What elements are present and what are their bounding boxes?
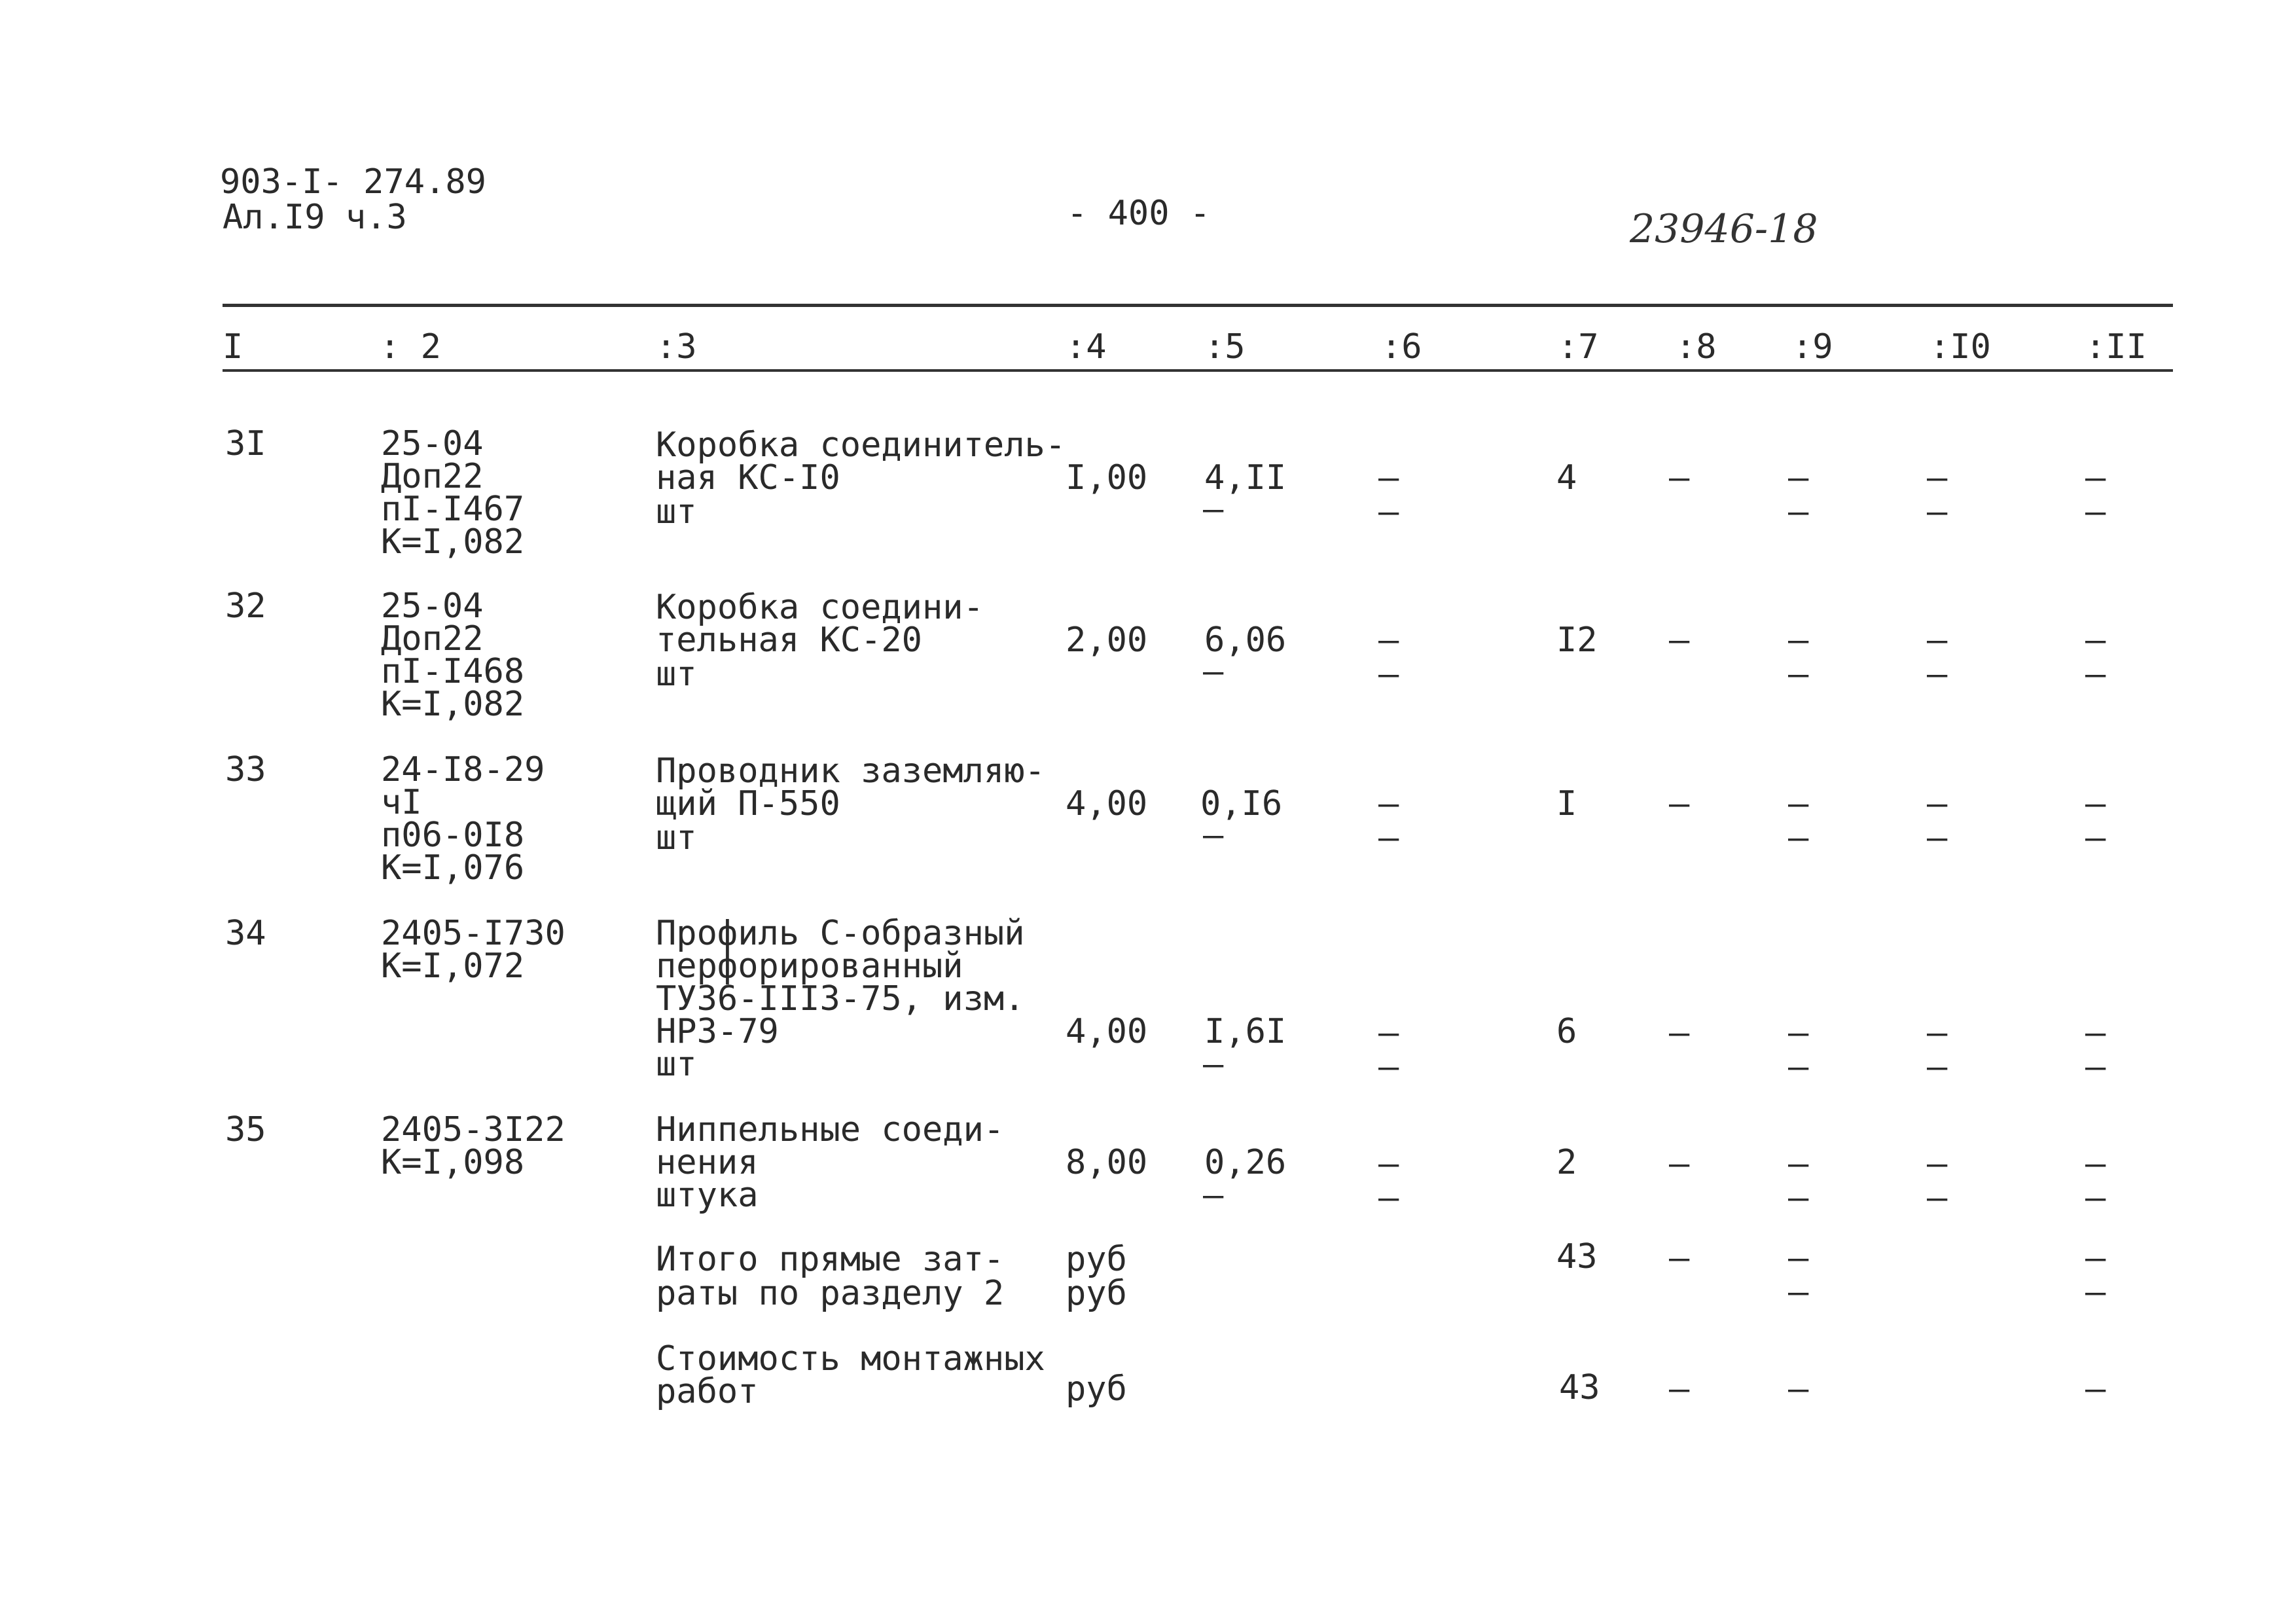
item-unit: шт bbox=[656, 492, 697, 532]
dash-mark: – bbox=[2085, 621, 2106, 660]
item-unit: шт bbox=[656, 818, 697, 857]
rate-code-line: К=I,076 bbox=[381, 848, 525, 888]
dash-mark: – bbox=[1927, 1178, 1948, 1218]
dash-mark: – bbox=[1788, 1272, 1809, 1312]
rate-code-line: Доп22 bbox=[381, 457, 484, 496]
rate-code-line: п06-0I8 bbox=[381, 816, 525, 855]
dash-mark: – bbox=[1788, 621, 1809, 660]
item-name-line: ТУ36-III3-75, изм. bbox=[656, 979, 1025, 1019]
dash-mark: – bbox=[1927, 1047, 1948, 1087]
dash-mark: – bbox=[2085, 492, 2106, 532]
rate-code-line: 2405-3I22 bbox=[381, 1110, 565, 1149]
dash-mark: – bbox=[1927, 1144, 1948, 1183]
item-name-line: Коробка соединитель- bbox=[656, 425, 1066, 465]
column-header-11: :II bbox=[2085, 327, 2147, 367]
dash-mark: – bbox=[1788, 1178, 1809, 1218]
dash-mark: – bbox=[2085, 1013, 2106, 1053]
dash-mark: – bbox=[1378, 655, 1399, 694]
dash-mark: – bbox=[1927, 458, 1948, 497]
table-header-rule bbox=[223, 369, 2173, 372]
dash-mark: – bbox=[1788, 784, 1809, 823]
dash-mark: – bbox=[1669, 458, 1690, 497]
total-value: I bbox=[1556, 784, 1577, 823]
dash-mark: – bbox=[2085, 1047, 2106, 1087]
rate-code-line: 24-I8-29 bbox=[381, 750, 545, 789]
quantity-value: 4,00 bbox=[1066, 1012, 1148, 1051]
dash-mark: – bbox=[1788, 1238, 1809, 1278]
row-number: 35 bbox=[225, 1110, 266, 1149]
dash-mark: – bbox=[2085, 1238, 2106, 1278]
dash-mark: – bbox=[1378, 1047, 1399, 1087]
row-number: 34 bbox=[225, 914, 266, 953]
item-name-line: Ниппельные соеди- bbox=[656, 1110, 1005, 1149]
dash-mark: – bbox=[1378, 458, 1399, 497]
item-name-line: тельная КС-20 bbox=[656, 621, 922, 660]
row-number: 32 bbox=[225, 586, 266, 626]
rate-code-line: 25-04 bbox=[381, 586, 484, 626]
dash-mark: – bbox=[1203, 816, 1224, 855]
dash-mark: – bbox=[1378, 492, 1399, 532]
dash-mark: – bbox=[2085, 1144, 2106, 1183]
dash-mark: – bbox=[1669, 1144, 1690, 1183]
rate-code-line: К=I,082 bbox=[381, 685, 525, 724]
dash-mark: – bbox=[1378, 784, 1399, 823]
dash-mark: – bbox=[1927, 1013, 1948, 1053]
rate-code-line: 2405-I730 bbox=[381, 914, 565, 953]
item-unit: шт bbox=[656, 655, 697, 694]
dash-mark: – bbox=[1788, 818, 1809, 857]
column-header-5: :5 bbox=[1204, 327, 1246, 367]
column-header-6: :6 bbox=[1381, 327, 1422, 367]
rate-code-line: 25-04 bbox=[381, 424, 484, 463]
quantity-value: 8,00 bbox=[1066, 1143, 1148, 1182]
dash-mark: – bbox=[2085, 655, 2106, 694]
document-code: 903-I- 274.89 bbox=[220, 162, 486, 202]
dash-mark: – bbox=[1378, 1144, 1399, 1183]
dash-mark: – bbox=[1203, 1176, 1224, 1215]
item-name-line: Профиль С-образный bbox=[656, 914, 1025, 953]
column-header-9: :9 bbox=[1792, 327, 1833, 367]
item-name-line: Проводник заземляю- bbox=[656, 751, 1045, 791]
unit-price-value: I,6I bbox=[1204, 1012, 1287, 1051]
dash-mark: – bbox=[1788, 1144, 1809, 1183]
dash-mark: – bbox=[1203, 652, 1224, 691]
total-value: I2 bbox=[1556, 621, 1598, 660]
dash-mark: – bbox=[1927, 492, 1948, 532]
quantity-value: 4,00 bbox=[1066, 784, 1148, 823]
dash-mark: – bbox=[2085, 1272, 2106, 1312]
dash-mark: – bbox=[1669, 1013, 1690, 1053]
dash-mark: – bbox=[1669, 784, 1690, 823]
dash-mark: – bbox=[2085, 1178, 2106, 1218]
total-value: 43 bbox=[1556, 1237, 1598, 1276]
column-header-8: :8 bbox=[1676, 327, 1717, 367]
column-header-2: : 2 bbox=[380, 327, 441, 367]
total-value: 2 bbox=[1556, 1143, 1577, 1182]
item-unit: штука bbox=[656, 1176, 759, 1215]
dash-mark: – bbox=[1378, 1178, 1399, 1218]
rate-code-line: К=I,098 bbox=[381, 1143, 525, 1182]
dash-mark: – bbox=[1927, 784, 1948, 823]
item-name-line: нения bbox=[656, 1143, 759, 1182]
dash-mark: – bbox=[1927, 818, 1948, 857]
currency-unit: руб bbox=[1066, 1274, 1127, 1313]
dash-mark: – bbox=[2085, 1369, 2106, 1409]
dash-mark: – bbox=[2085, 458, 2106, 497]
column-header-3: :3 bbox=[656, 327, 697, 367]
album-reference: Ал.I9 ч.3 bbox=[223, 198, 407, 237]
dash-mark: – bbox=[1788, 1369, 1809, 1409]
total-value: 4 bbox=[1556, 458, 1577, 497]
row-number: 3I bbox=[225, 424, 266, 463]
dash-mark: – bbox=[2085, 818, 2106, 857]
dash-mark: – bbox=[1378, 818, 1399, 857]
rate-code-line: чI bbox=[381, 783, 422, 822]
summary-label-line: Стоимость монтажных bbox=[656, 1339, 1045, 1379]
rate-code-line: К=I,082 bbox=[381, 522, 525, 562]
unit-price-value: 4,II bbox=[1204, 458, 1287, 497]
total-value: 43 bbox=[1559, 1368, 1600, 1407]
dash-mark: – bbox=[1788, 1047, 1809, 1087]
item-name-line: Коробка соедини- bbox=[656, 588, 984, 627]
item-name-line: НРЗ-79 bbox=[656, 1012, 779, 1051]
total-value: 6 bbox=[1556, 1012, 1577, 1051]
unit-price-value: 0,26 bbox=[1204, 1143, 1287, 1182]
summary-label-line: раты по разделу 2 bbox=[656, 1274, 1005, 1313]
currency-unit: руб bbox=[1066, 1369, 1127, 1409]
dash-mark: – bbox=[1669, 1238, 1690, 1278]
item-unit: шт bbox=[656, 1045, 697, 1084]
dash-mark: – bbox=[2085, 784, 2106, 823]
dash-mark: – bbox=[1927, 621, 1948, 660]
dash-mark: – bbox=[1788, 655, 1809, 694]
item-name-line: перфорированный bbox=[656, 947, 963, 986]
dash-mark: – bbox=[1203, 490, 1224, 529]
column-header-4: :4 bbox=[1066, 327, 1107, 367]
column-header-1: I bbox=[223, 327, 243, 367]
rate-code-line: пI-I468 bbox=[381, 652, 525, 691]
dash-mark: – bbox=[1927, 655, 1948, 694]
summary-label-line: Итого прямые зат- bbox=[656, 1240, 1005, 1279]
column-header-7: :7 bbox=[1558, 327, 1599, 367]
quantity-value: 2,00 bbox=[1066, 621, 1148, 660]
column-header-10: :I0 bbox=[1929, 327, 1991, 367]
rate-code-line: Доп22 bbox=[381, 619, 484, 659]
dash-mark: – bbox=[1669, 1369, 1690, 1409]
table-top-rule bbox=[223, 304, 2173, 307]
rate-code-line: пI-I467 bbox=[381, 490, 525, 529]
dash-mark: – bbox=[1788, 492, 1809, 532]
rate-code-line: К=I,072 bbox=[381, 947, 525, 986]
dash-mark: – bbox=[1378, 621, 1399, 660]
item-name-line: ная КС-I0 bbox=[656, 458, 840, 497]
dash-mark: – bbox=[1669, 621, 1690, 660]
row-number: 33 bbox=[225, 750, 266, 789]
summary-label-line: работ bbox=[656, 1372, 759, 1411]
page-number: - 400 - bbox=[1067, 194, 1211, 233]
dash-mark: – bbox=[1788, 458, 1809, 497]
dash-mark: – bbox=[1378, 1013, 1399, 1053]
quantity-value: I,00 bbox=[1066, 458, 1148, 497]
handwritten-stamp-number: 23946-18 bbox=[1630, 206, 1818, 252]
dash-mark: – bbox=[1203, 1045, 1224, 1084]
unit-price-value: 6,06 bbox=[1204, 621, 1287, 660]
unit-price-value: 0,I6 bbox=[1200, 784, 1283, 823]
currency-unit: руб bbox=[1066, 1240, 1127, 1279]
item-name-line: щий П-550 bbox=[656, 784, 840, 823]
dash-mark: – bbox=[1788, 1013, 1809, 1053]
